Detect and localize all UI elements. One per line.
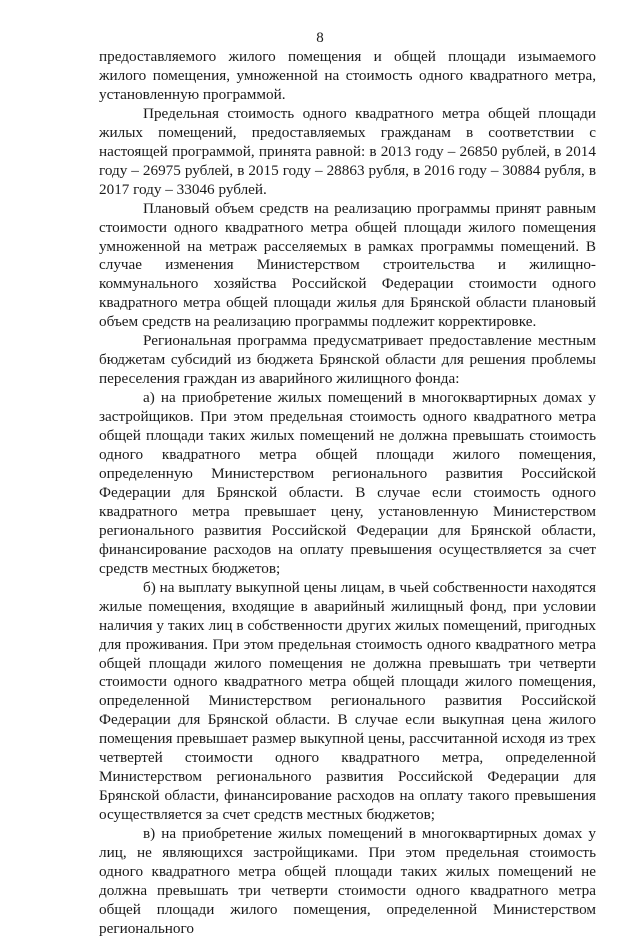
paragraph-item-a: а) на приобретение жилых помещений в многоквартирных домах у застройщиков. При этом предельная стоимость одного квадратного метра общей площади таких жилых помещений не должна превышать стоимость одного квадратного метра общей площади жилого помещения, определенную Министерством регионального развития Российской Федерации для Брянской области. В случае если стоимость одного квадратного метра превышает цену, установленную Министерством регионального развития Российской Федерации для Брянской области, финансирование расходов на оплату превышения осуществляется за счет средств местных бюджетов; <box>99 389 596 577</box>
paragraph-subsidies-intro: Региональная программа предусматривает предоставление местным бюджетам субсидий из бюджета Брянской области для решения проблемы переселения граждан из аварийного жилищного фонда: <box>99 332 596 388</box>
paragraph-price-limit: Предельная стоимость одного квадратного метра общей площади жилых помещений, предоставляемых гражданам в соответствии с настоящей программой, принята равной: в 2013 году – 26850 рублей, в 2014 году – 26975 рублей, в 2015 году – 28863 рубля, в 2016 году – 30884 рубля, в 2017 году – 33046 рублей. <box>99 104 596 198</box>
paragraph-item-b: б) на выплату выкупной цены лицам, в чьей собственности находятся жилые помещения, входящие в аварийный жилищный фонд, при условии наличия у таких лиц в собственности других жилых помещений, пригодных для проживания. При этом предельная стоимость одного квадратного метра общей площади жилого помещения не должна превышать три четверти стоимости одного квадратного метра общей площади жилого помещения, определенной Министерством регионального развития Российской Федерации для Брянской области. В случае если выкупная цена жилого помещения превышает размер выкупной цены, рассчитанной исходя из трех четвертей стоимости одного квадратного метра, определенной Министерством регионального развития Российской Федерации для Брянской области, финансирование расходов на оплату такого превышения осуществляется за счет средств местных бюджетов; <box>99 578 596 824</box>
paragraph-continuation: предоставляемого жилого помещения и общей площади изымаемого жилого помещения, умноженной на стоимость одного квадратного метра, установленную программой. <box>99 48 596 103</box>
page-number: 8 <box>316 30 324 46</box>
paragraph-item-v: в) на приобретение жилых помещений в многоквартирных домах у лиц, не являющихся застройщиками. При этом предельная стоимость одного квадратного метра общей площади таких жилых помещений не должна превышать три четверти стоимости одного квадратного метра общей площади жилого помещения, определенной Министерством регионального <box>99 825 596 937</box>
paragraph-planned-volume: Плановый объем средств на реализацию программы принят равным стоимости одного квадратного метра общей площади жилого помещения умноженной на метраж расселяемых в рамках программы помещений. В случае изменения Министерством строительства и жилищно-коммунального хозяйства Российской Федерации стоимости одного квадратного метра общей площади жилья для Брянской области плановый объем средств на реализацию программы подлежит корректировке. <box>99 199 596 331</box>
document-body <box>99 48 596 939</box>
